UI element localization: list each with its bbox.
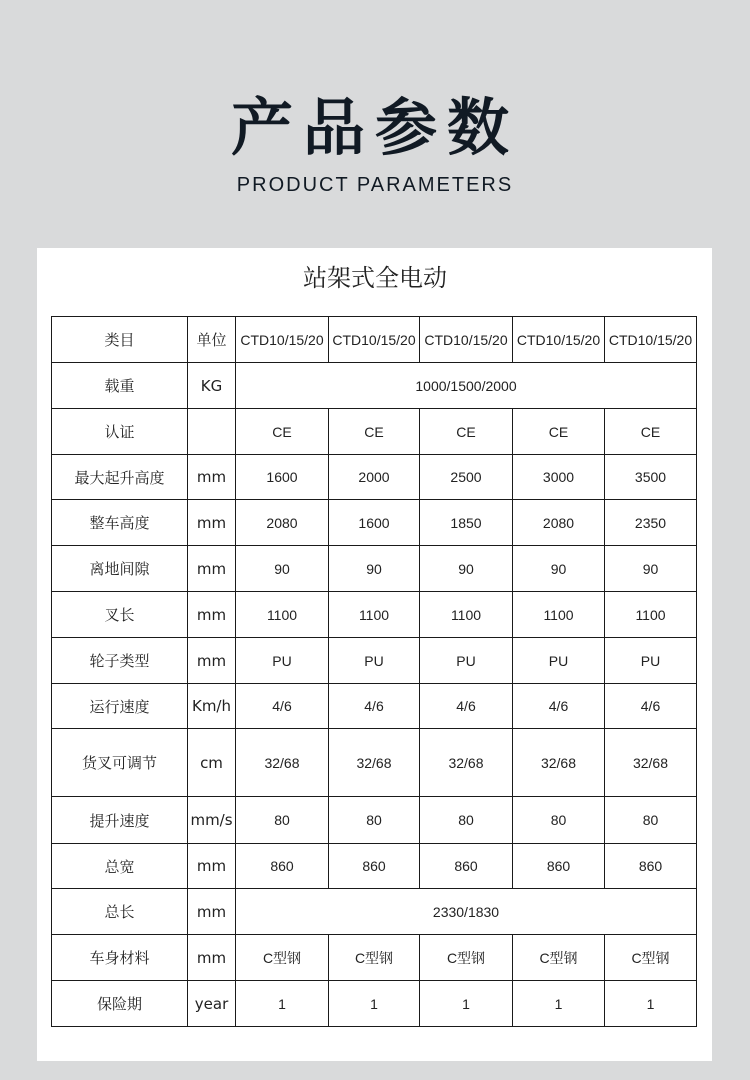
row-label: 货叉可调节 [52, 729, 188, 797]
row-value: 90 [329, 546, 420, 592]
table-row [52, 797, 697, 844]
row-value: 1600 [329, 500, 420, 546]
row-label: 轮子类型 [52, 638, 188, 684]
row-value: 1100 [605, 592, 697, 638]
row-value: 90 [236, 546, 329, 592]
row-value: 90 [513, 546, 605, 592]
row-label: 载重 [52, 363, 188, 409]
row-unit: cm [188, 729, 236, 797]
row-value: 32/68 [329, 729, 420, 797]
row-value: C型钢 [236, 935, 329, 981]
row-value: 32/68 [513, 729, 605, 797]
row-unit: mm [188, 844, 236, 889]
page-title-en: PRODUCT PARAMETERS [236, 174, 514, 196]
row-value: 1 [420, 981, 513, 1027]
row-value: 1100 [236, 592, 329, 638]
row-value: CE [420, 409, 513, 455]
row-label: 最大起升高度 [52, 455, 188, 500]
row-value: 1850 [420, 500, 513, 546]
row-value: 32/68 [420, 729, 513, 797]
row-value: PU [513, 638, 605, 684]
row-value: 90 [420, 546, 513, 592]
table-row [52, 455, 697, 500]
row-value: PU [420, 638, 513, 684]
row-value: 4/6 [420, 684, 513, 729]
row-value: CE [236, 409, 329, 455]
row-value: 32/68 [605, 729, 697, 797]
row-value: 1100 [329, 592, 420, 638]
row-value: 4/6 [605, 684, 697, 729]
parameters-table [51, 316, 697, 1027]
row-value: 1100 [420, 592, 513, 638]
row-value: 80 [329, 797, 420, 844]
header-model: CTD10/15/20 [236, 317, 329, 363]
table-row [52, 844, 697, 889]
header-category: 类目 [52, 317, 188, 363]
row-value: PU [329, 638, 420, 684]
table-row [52, 981, 697, 1027]
row-value: 4/6 [236, 684, 329, 729]
row-merged-value: 2330/1830 [236, 889, 697, 935]
row-label: 整车高度 [52, 500, 188, 546]
row-label: 总长 [52, 889, 188, 935]
row-value: 2500 [420, 455, 513, 500]
row-value: 860 [420, 844, 513, 889]
row-merged-value: 1000/1500/2000 [236, 363, 697, 409]
row-value: 32/68 [236, 729, 329, 797]
row-value: 2080 [236, 500, 329, 546]
row-value: 2350 [605, 500, 697, 546]
row-label: 保险期 [52, 981, 188, 1027]
row-unit: mm [188, 638, 236, 684]
row-value: C型钢 [329, 935, 420, 981]
table-header-row [52, 317, 697, 363]
table-row [52, 638, 697, 684]
row-value: 80 [236, 797, 329, 844]
row-unit: mm [188, 500, 236, 546]
row-value: 1 [513, 981, 605, 1027]
row-value: CE [329, 409, 420, 455]
row-unit [188, 409, 236, 455]
row-value: 80 [513, 797, 605, 844]
row-unit: mm [188, 546, 236, 592]
row-value: CE [513, 409, 605, 455]
row-value: PU [236, 638, 329, 684]
row-label: 车身材料 [52, 935, 188, 981]
row-label: 提升速度 [52, 797, 188, 844]
header-model: CTD10/15/20 [513, 317, 605, 363]
row-unit: year [188, 981, 236, 1027]
row-label: 总宽 [52, 844, 188, 889]
row-value: 1 [605, 981, 697, 1027]
row-unit: mm [188, 592, 236, 638]
row-value: 90 [605, 546, 697, 592]
row-unit: mm [188, 889, 236, 935]
row-value: 1600 [236, 455, 329, 500]
row-unit: mm [188, 455, 236, 500]
table-row [52, 409, 697, 455]
header-model: CTD10/15/20 [420, 317, 513, 363]
row-value: 2000 [329, 455, 420, 500]
header-unit: 单位 [188, 317, 236, 363]
row-value: 860 [513, 844, 605, 889]
row-unit: KG [188, 363, 236, 409]
table-row [52, 546, 697, 592]
row-label: 叉长 [52, 592, 188, 638]
row-value: 80 [420, 797, 513, 844]
row-label: 离地间隙 [52, 546, 188, 592]
header-model: CTD10/15/20 [329, 317, 420, 363]
row-value: 80 [605, 797, 697, 844]
row-value: 1 [329, 981, 420, 1027]
row-value: 3500 [605, 455, 697, 500]
table-row [52, 363, 697, 409]
row-value: 860 [236, 844, 329, 889]
row-value: CE [605, 409, 697, 455]
row-label: 认证 [52, 409, 188, 455]
row-value: 860 [329, 844, 420, 889]
row-value: 4/6 [329, 684, 420, 729]
header-model: CTD10/15/20 [605, 317, 697, 363]
row-value: C型钢 [605, 935, 697, 981]
table-row [52, 935, 697, 981]
row-unit: Km/h [188, 684, 236, 729]
table-row [52, 889, 697, 935]
row-value: C型钢 [513, 935, 605, 981]
row-value: PU [605, 638, 697, 684]
row-value: 4/6 [513, 684, 605, 729]
row-value: 1 [236, 981, 329, 1027]
table-row [52, 684, 697, 729]
table-row [52, 729, 697, 797]
row-label: 运行速度 [52, 684, 188, 729]
row-value: C型钢 [420, 935, 513, 981]
card-title: 站架式全电动 [303, 264, 447, 292]
row-value: 860 [605, 844, 697, 889]
table-row [52, 592, 697, 638]
row-unit: mm [188, 935, 236, 981]
row-value: 1100 [513, 592, 605, 638]
page-title-cn: 产品参数 [230, 91, 519, 164]
row-unit: mm/s [188, 797, 236, 844]
table-row [52, 500, 697, 546]
row-value: 2080 [513, 500, 605, 546]
row-value: 3000 [513, 455, 605, 500]
